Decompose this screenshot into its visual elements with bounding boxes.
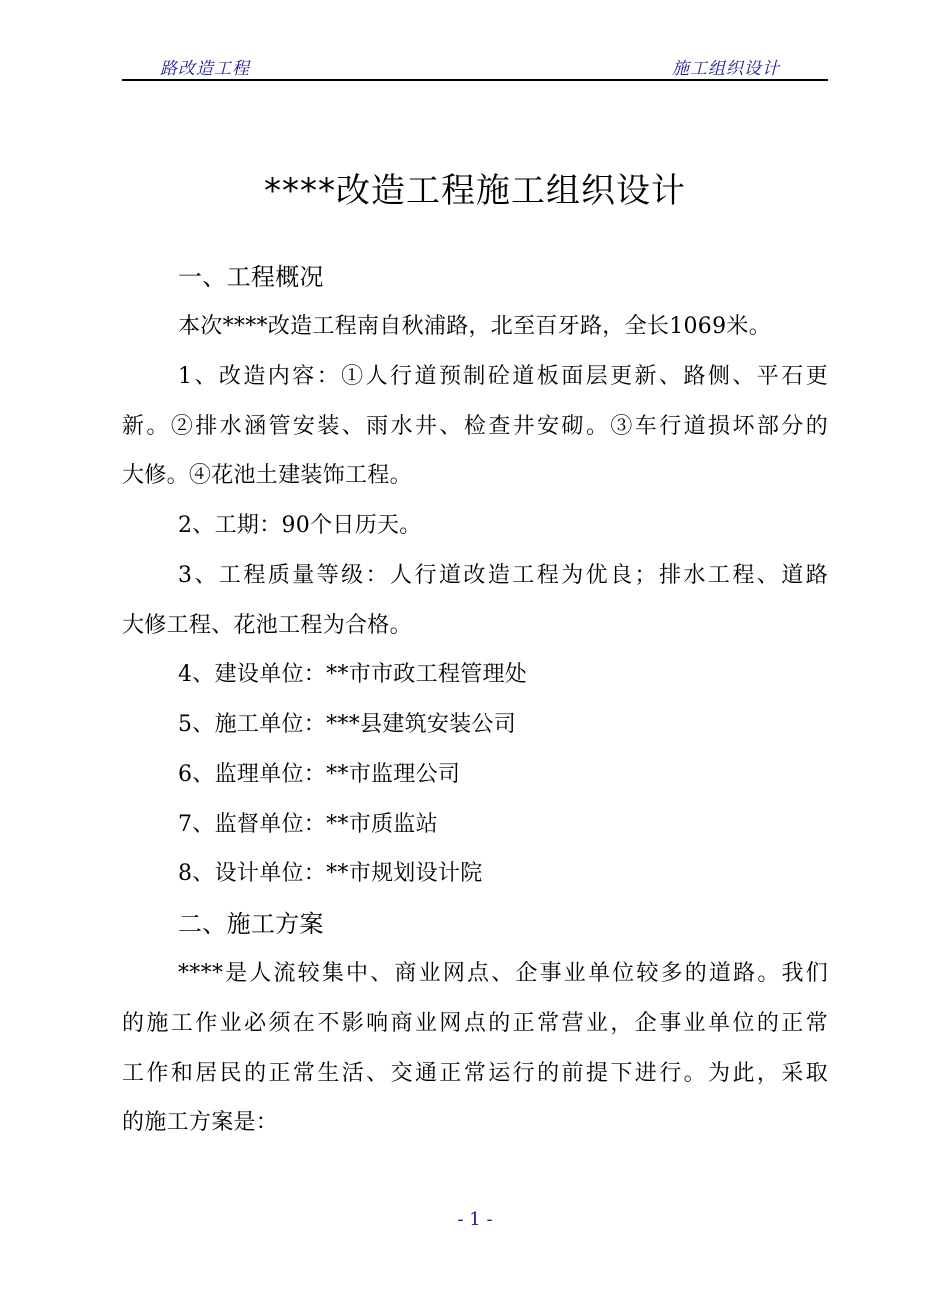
- item3-line2: 大修工程、花池工程为合格。: [122, 613, 412, 638]
- section1-heading: 一、工程概况: [178, 263, 324, 291]
- item2-text: 2、工期：90个日历天。: [178, 513, 422, 538]
- section1-intro: 本次****改造工程南自秋浦路，北至百牙路，全长1069米。: [178, 314, 771, 339]
- item1-line3: 大修。④花池土建装饰工程。: [122, 463, 412, 488]
- item6-text: 6、监理单位：**市监理公司: [178, 762, 461, 787]
- item7-text: 7、监督单位：**市质监站: [178, 812, 438, 837]
- header-left-text: 路改造工程: [160, 59, 250, 79]
- document-title: ****改造工程施工组织设计: [264, 171, 686, 211]
- section2-para-line3: 工作和居民的正常生活、交通正常运行的前提下进行。为此，采取: [122, 1061, 828, 1086]
- page-header: [122, 52, 828, 81]
- item1-line1: 1、改造内容：①人行道预制砼道板面层更新、路侧、平石更: [178, 364, 828, 389]
- page-number: - 1 -: [457, 1209, 493, 1230]
- item1-line2: 新。②排水涵管安装、雨水井、检查井安砌。③车行道损坏部分的: [122, 414, 828, 439]
- section2-para-line2: 的施工作业必须在不影响商业网点的正常营业，企事业单位的正常: [122, 1011, 828, 1036]
- section2-heading: 二、施工方案: [178, 910, 324, 938]
- item3-line1: 3、工程质量等级：人行道改造工程为优良；排水工程、道路: [178, 563, 828, 588]
- section2-para-line4: 的施工方案是：: [122, 1110, 279, 1135]
- item4-text: 4、建设单位：**市市政工程管理处: [178, 662, 528, 687]
- section2-para-line1: ****是人流较集中、商业网点、企事业单位较多的道路。我们: [178, 961, 828, 986]
- item8-text: 8、设计单位：**市规划设计院: [178, 861, 483, 886]
- item5-text: 5、施工单位：***县建筑安装公司: [178, 712, 517, 737]
- header-right-text: 施工组织设计: [672, 59, 780, 79]
